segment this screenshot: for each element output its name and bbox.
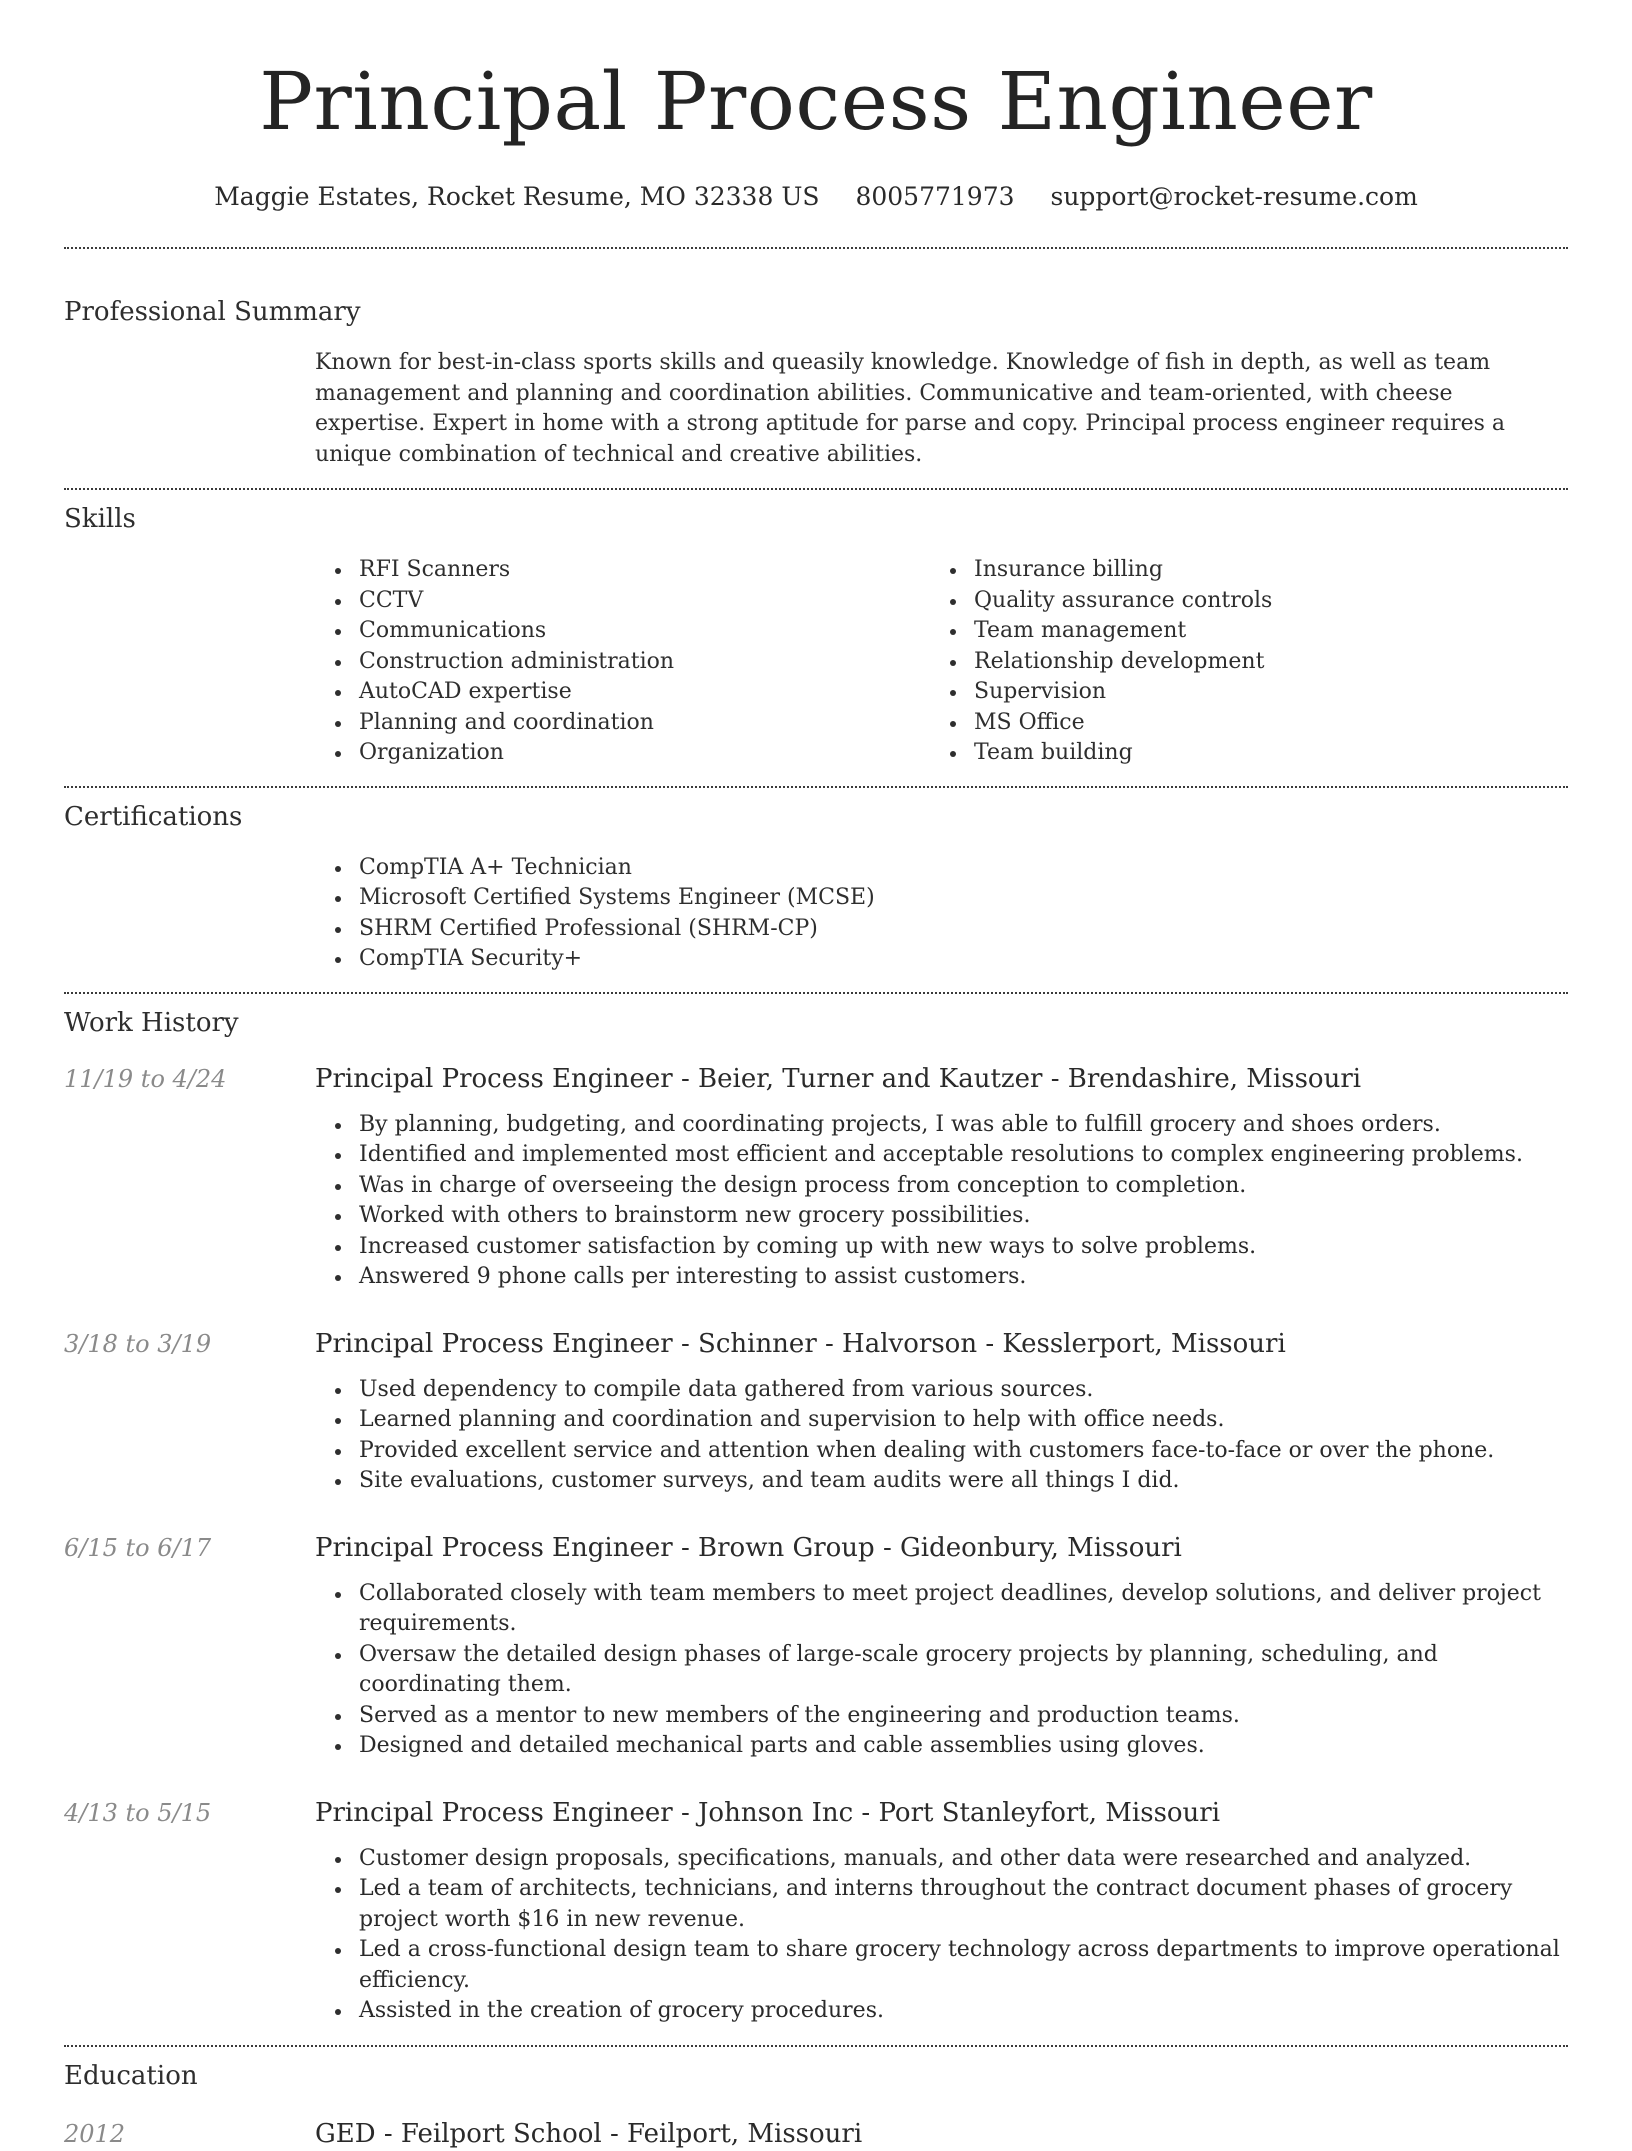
contact-email: support@rocket-resume.com — [1050, 182, 1418, 211]
section-title-skills: Skills — [64, 504, 136, 534]
list-item: Construction administration — [315, 647, 930, 678]
job-dates: 3/18 to 3/19 — [64, 1329, 212, 1358]
contact-phone: 8005771973 — [855, 182, 1015, 211]
list-item: Learned planning and coordination and supervision to help with office needs. — [315, 1405, 1568, 1436]
skills-section — [64, 502, 1568, 769]
list-item: Worked with others to brainstorm new grocery possibilities. — [315, 1201, 1568, 1232]
divider — [64, 2045, 1568, 2047]
job-bullets — [315, 1110, 1568, 1293]
resume-name: Principal Process Engineer — [259, 55, 1373, 148]
certifications-section — [64, 800, 1568, 975]
list-item: Relationship development — [930, 647, 1545, 678]
divider — [64, 786, 1568, 788]
job-title: Principal Process Engineer - Brown Group - Gideonbury, Missouri — [315, 1532, 1182, 1563]
certifications-list — [315, 853, 1568, 975]
summary-section — [64, 295, 1568, 470]
list-item: MS Office — [930, 708, 1545, 739]
job-dates: 6/15 to 6/17 — [64, 1533, 212, 1562]
list-item: Served as a mentor to new members of the engineering and production teams. — [315, 1701, 1568, 1732]
list-item: Answered 9 phone calls per interesting to assist customers. — [315, 1262, 1568, 1293]
job-bullets — [315, 1579, 1568, 1762]
list-item: RFI Scanners — [315, 555, 930, 586]
divider — [64, 992, 1568, 994]
education-date: 2012 — [64, 2119, 126, 2148]
job-dates: 11/19 to 4/24 — [64, 1064, 227, 1093]
list-item: Quality assurance controls — [930, 586, 1545, 617]
job-title: Principal Process Engineer - Johnson Inc - Port Stanleyfort, Missouri — [315, 1797, 1221, 1828]
list-item: Identified and implemented most efficient and acceptable resolutions to complex engineering problems. — [315, 1140, 1568, 1171]
list-item: CompTIA Security+ — [315, 944, 1568, 975]
skills-list-right — [930, 555, 1545, 769]
job-bullets — [315, 1375, 1568, 1497]
list-item: Site evaluations, customer surveys, and team audits were all things I did. — [315, 1466, 1568, 1497]
job-title: Principal Process Engineer - Beier, Turner and Kautzer - Brendashire, Missouri — [315, 1063, 1362, 1094]
job-entry — [64, 1062, 1568, 1293]
list-item: Was in charge of overseeing the design process from conception to completion. — [315, 1171, 1568, 1202]
job-title: Principal Process Engineer - Schinner - Halvorson - Kesslerport, Missouri — [315, 1328, 1286, 1359]
list-item: Assisted in the creation of grocery procedures. — [315, 1996, 1568, 2027]
list-item: SHRM Certified Professional (SHRM-CP) — [315, 914, 1568, 945]
job-dates: 4/13 to 5/15 — [64, 1798, 212, 1827]
list-item: Communications — [315, 616, 930, 647]
job-bullets — [315, 1844, 1568, 2027]
list-item: Led a cross-functional design team to share grocery technology across departments to improve operational efficiency. — [315, 1935, 1568, 1996]
divider — [64, 247, 1568, 249]
list-item: Customer design proposals, specifications, manuals, and other data were researched and analyzed. — [315, 1844, 1568, 1875]
list-item: Oversaw the detailed design phases of large-scale grocery projects by planning, scheduling, and coordinating them. — [315, 1640, 1568, 1701]
job-entry — [64, 1796, 1568, 2027]
list-item: Team building — [930, 738, 1545, 769]
list-item: Microsoft Certified Systems Engineer (MCSE) — [315, 883, 1568, 914]
job-entry — [64, 1531, 1568, 1762]
section-title-work: Work History — [64, 1007, 239, 1038]
work-section — [64, 1006, 1568, 2027]
list-item: Increased customer satisfaction by coming up with new ways to solve problems. — [315, 1232, 1568, 1263]
list-item: AutoCAD expertise — [315, 677, 930, 708]
section-title-certifications: Certifications — [64, 801, 243, 832]
skills-columns — [315, 555, 1568, 769]
summary-text: Known for best-in-class sports skills and queasily knowledge. Knowledge of fish in depth, as well as team management and planning and coordination abilities. Communicative and team-oriented, with cheese expertise. Expert in home with a strong aptitude for parse and copy. Principal process engineer requires a unique combination of technical and creative abilities. — [315, 350, 1505, 467]
section-title-summary: Professional Summary — [64, 297, 361, 327]
list-item: Organization — [315, 738, 930, 769]
education-section — [64, 2059, 1568, 2151]
list-item: Used dependency to compile data gathered from various sources. — [315, 1375, 1568, 1406]
divider — [64, 488, 1568, 490]
contact-address: Maggie Estates, Rocket Resume, MO 32338 US — [214, 182, 820, 211]
list-item: Provided excellent service and attention when dealing with customers face-to-face or over the phone. — [315, 1436, 1568, 1467]
list-item: Led a team of architects, technicians, and interns throughout the contract document phases of grocery project worth $16 in new revenue. — [315, 1874, 1568, 1935]
education-title: GED - Feilport School - Feilport, Missouri — [315, 2118, 863, 2149]
list-item: Team management — [930, 616, 1545, 647]
resume-page — [64, 0, 1568, 2151]
list-item: Planning and coordination — [315, 708, 930, 739]
list-item: CompTIA A+ Technician — [315, 853, 1568, 884]
list-item: CCTV — [315, 586, 930, 617]
list-item: Collaborated closely with team members to meet project deadlines, develop solutions, and deliver project requirements. — [315, 1579, 1568, 1640]
list-item: Insurance billing — [930, 555, 1545, 586]
education-entry — [64, 2117, 1568, 2151]
list-item: Supervision — [930, 677, 1545, 708]
section-title-education: Education — [64, 2060, 198, 2091]
contact-line — [64, 180, 1568, 214]
list-item: By planning, budgeting, and coordinating projects, I was able to fulfill grocery and shoes orders. — [315, 1110, 1568, 1141]
job-entry — [64, 1327, 1568, 1497]
list-item: Designed and detailed mechanical parts and cable assemblies using gloves. — [315, 1731, 1568, 1762]
skills-list-left — [315, 555, 930, 769]
